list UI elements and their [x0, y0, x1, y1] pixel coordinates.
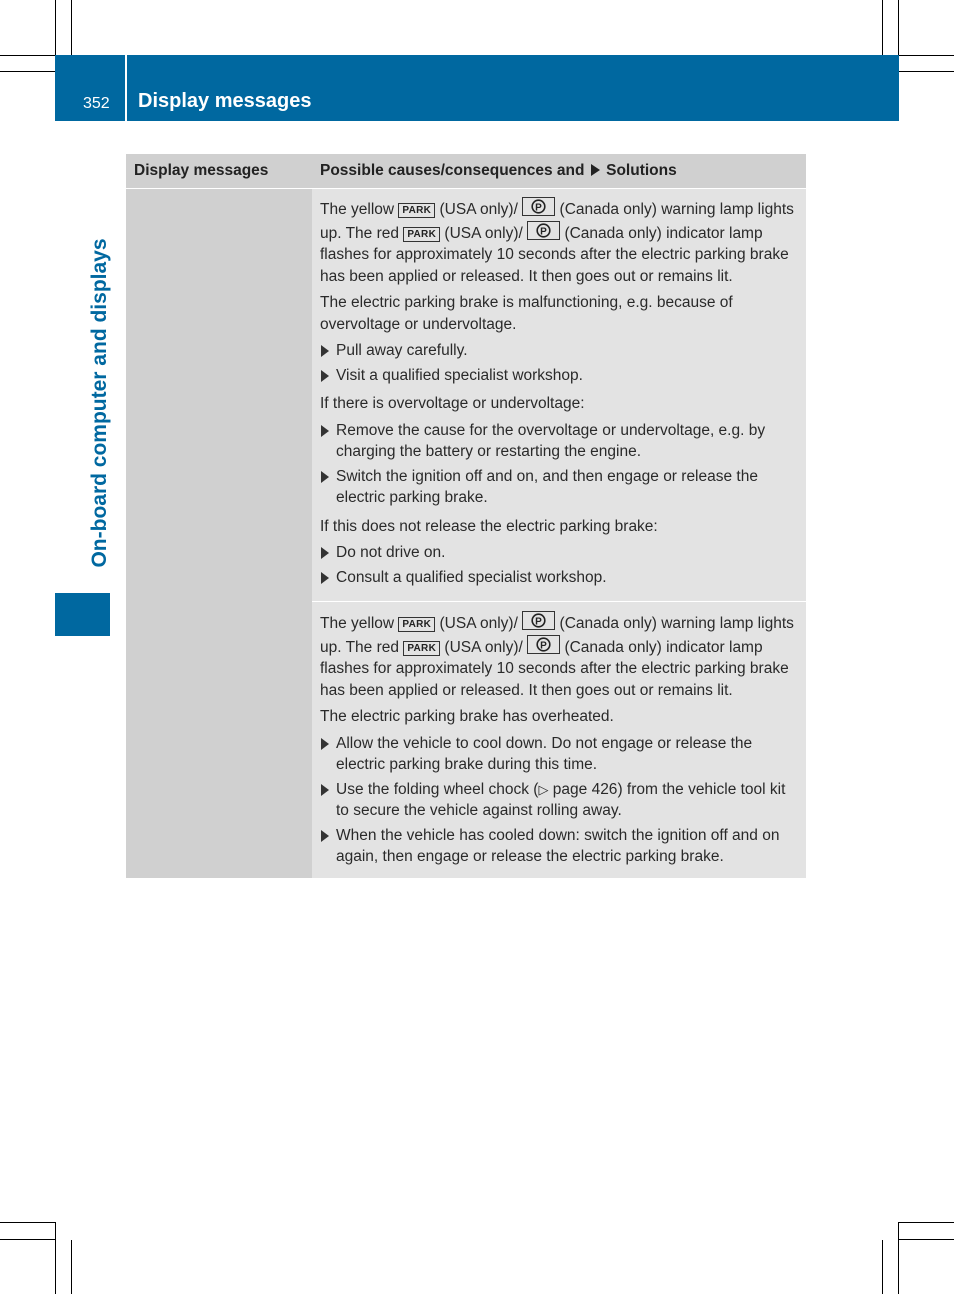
list-item [320, 567, 800, 589]
park-icon: PARK [398, 203, 435, 218]
crop-mark [899, 71, 954, 72]
svg-text:P: P [535, 616, 543, 628]
cause-text: The electric parking brake is malfunctioning, e.g. because of overvoltage or undervoltage. [320, 294, 733, 333]
column-header-display-messages: Display messages [126, 154, 312, 189]
crop-mark [899, 1222, 954, 1223]
crop-mark [898, 1222, 899, 1294]
instruction-list [320, 733, 800, 868]
text-fragment: (USA only)/ [439, 615, 518, 632]
list-item [320, 420, 800, 463]
list-item [320, 825, 800, 868]
text-fragment: (USA only)/ [444, 638, 523, 656]
list-item-text: Consult a qualified specialist workshop. [336, 568, 607, 586]
list-item-text: When the vehicle has cooled down: switch the ignition off and on again, then engage or release the electric parking brake. [336, 826, 780, 865]
crop-mark [882, 1240, 883, 1294]
page-header [55, 55, 899, 121]
parking-brake-icon [527, 635, 560, 654]
text-fragment: (USA only)/ [444, 224, 523, 242]
crop-mark [55, 1222, 56, 1294]
park-icon: PARK [403, 227, 440, 242]
crop-mark [899, 1239, 954, 1240]
list-item-text: ) from the vehicle tool kit to secure the vehicle against rolling away. [336, 780, 786, 819]
text-fragment: The yellow [320, 615, 395, 632]
crop-mark [55, 0, 56, 55]
page-reference-icon: ▷ [538, 781, 549, 797]
crop-mark [0, 55, 55, 56]
instruction-list [320, 340, 800, 386]
crop-mark [899, 55, 954, 56]
causes-cell [312, 189, 806, 602]
crop-mark [0, 1222, 55, 1223]
arrow-right-icon [321, 425, 329, 437]
list-item-text: Switch the ignition off and on, and then engage or release the electric parking brake. [336, 467, 758, 506]
page-reference-link[interactable]: page 426 [552, 780, 618, 798]
header-divider [125, 55, 127, 121]
text-fragment: (USA only)/ [439, 201, 518, 218]
arrow-right-icon [321, 345, 329, 357]
instruction-list [320, 420, 800, 509]
arrow-right-icon [321, 572, 329, 584]
page-title: Display messages [138, 90, 312, 112]
svg-text:P: P [540, 639, 547, 651]
svg-text:P: P [535, 202, 543, 214]
warning-description [320, 611, 800, 701]
crop-mark [898, 0, 899, 55]
list-item-text: Remove the cause for the overvoltage or undervoltage, e.g. by charging the battery or restarting the engine. [336, 421, 766, 460]
text-fragment: (Canada only) indicator lamp flashes for approximately 10 seconds after the electric parking brake has been applied or released. It then goes out or remains lit. [320, 638, 789, 699]
page-number: 352 [83, 95, 110, 112]
cause-text: The electric parking brake has overheated. [320, 708, 614, 725]
parking-brake-icon [522, 611, 555, 630]
condition-text: If there is overvoltage or undervoltage: [320, 395, 585, 412]
list-item [320, 340, 800, 362]
chapter-tab [55, 593, 110, 636]
list-item-text: Visit a qualified specialist workshop. [336, 366, 583, 384]
list-item-text: Pull away carefully. [336, 342, 468, 359]
parking-brake-icon [527, 221, 560, 240]
chapter-title: On-board computer and displays [88, 238, 111, 568]
condition-text: If this does not release the electric parking brake: [320, 517, 658, 535]
arrow-right-icon [321, 471, 329, 483]
crop-mark [0, 71, 55, 72]
crop-mark [71, 1240, 72, 1294]
text-fragment: (Canada only) warning lamp lights up. The red [320, 615, 794, 656]
list-item-text: Do not drive on. [336, 544, 446, 561]
column-header-causes-label: Possible causes/consequences and [320, 162, 585, 180]
column-header-causes [312, 154, 806, 189]
arrow-right-icon [321, 784, 329, 796]
list-item-text: Use the folding wheel chock ( [336, 780, 539, 798]
causes-cell [312, 602, 806, 878]
warning-description [320, 197, 800, 287]
table-row [126, 189, 806, 602]
list-item [320, 466, 800, 509]
instruction-list [320, 542, 800, 588]
display-message-cell [126, 189, 312, 878]
arrow-right-icon [321, 738, 329, 750]
arrow-right-icon [321, 547, 329, 559]
crop-mark [71, 0, 72, 55]
arrow-right-icon [321, 830, 329, 842]
arrow-right-icon [591, 164, 600, 176]
list-item-text: Allow the vehicle to cool down. Do not engage or release the electric parking brake during this time. [336, 734, 753, 773]
text-fragment: (Canada only) indicator lamp flashes for approximately 10 seconds after the electric parking brake has been applied or released. It then goes out or remains lit. [320, 224, 789, 285]
crop-mark [882, 0, 883, 55]
svg-text:P: P [540, 225, 547, 237]
arrow-right-icon [321, 370, 329, 382]
text-fragment: The yellow [320, 201, 395, 218]
list-item [320, 542, 800, 564]
crop-mark [0, 1239, 55, 1240]
display-messages-table [126, 154, 806, 878]
list-item [320, 365, 800, 387]
park-icon: PARK [403, 641, 440, 656]
list-item [320, 733, 800, 776]
text-fragment: (Canada only) warning lamp lights up. The red [320, 201, 794, 242]
park-icon: PARK [398, 617, 435, 632]
list-item [320, 779, 800, 822]
column-header-solutions-label: Solutions [606, 162, 677, 180]
parking-brake-icon [522, 197, 555, 216]
